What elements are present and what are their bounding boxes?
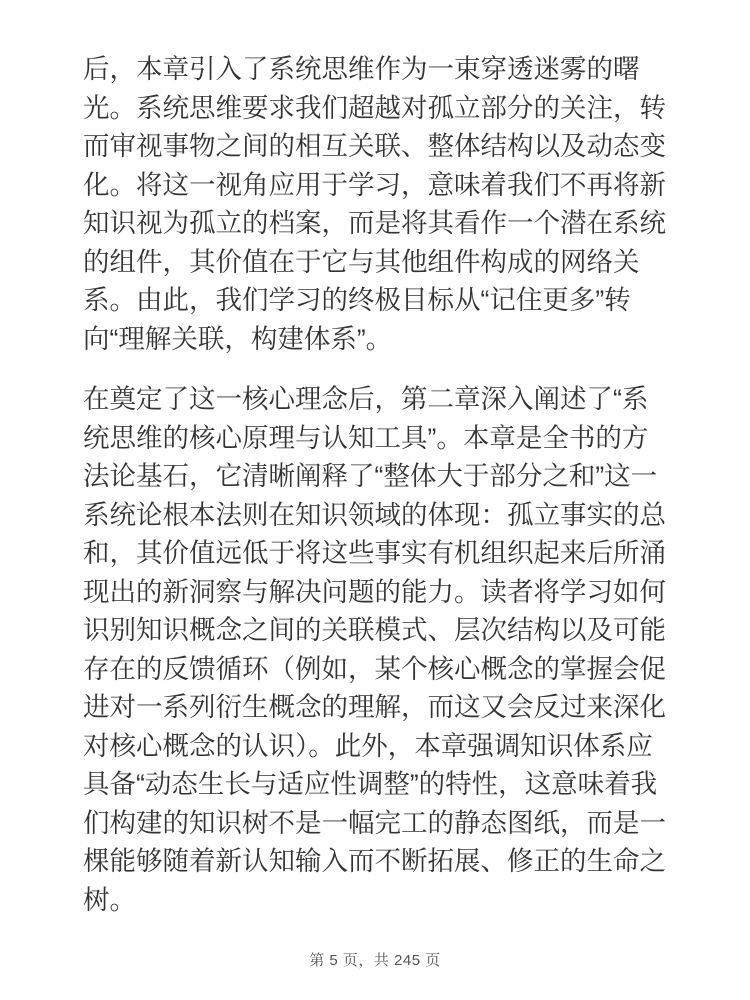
page-number-footer: 第 5 页，共 245 页 bbox=[309, 952, 441, 969]
body-paragraph-1: 后，本章引入了系统思维作为一束穿透迷雾的曙光。系统思维要求我们超越对孤立部分的关注，转而审视事物之间的相互关联、整体结构以及动态变化。将这一视角应用于学习，意味着我们不再将新知识视为孤立的档案，而是将其看作一个潜在系统的组件，其价值在于它与其他组件构成的网络关系。由此，我们学习的终极目标从“记住更多”转向“理解关联，构建体系”。 bbox=[83, 54, 666, 354]
body-paragraph-2: 在奠定了这一核心理念后，第二章深入阐述了“系统思维的核心原理与认知工具”。本章是全书的方法论基石，它清晰阐释了“整体大于部分之和”这一系统论根本法则在知识领域的体现：孤立事实的总和，其价值远低于将这些事实有机组织起来后所涌现出的新洞察与解决问题的能力。读者将学习如何识别知识概念之间的关联模式、层次结构以及可能存在的反馈循环（例如，某个核心概念的掌握会促进对一系列衍生概念的理解，而这又会反过来深化对核心概念的认识）。此外，本章强调知识体系应具备“动态生长与适应性调整”的特性，这意味着我们构建的知识树不是一幅完工的静态图纸，而是一棵能够随着新认知输入而不断拓展、修正的生命之树。 bbox=[83, 384, 666, 915]
page-content bbox=[83, 0, 668, 919]
